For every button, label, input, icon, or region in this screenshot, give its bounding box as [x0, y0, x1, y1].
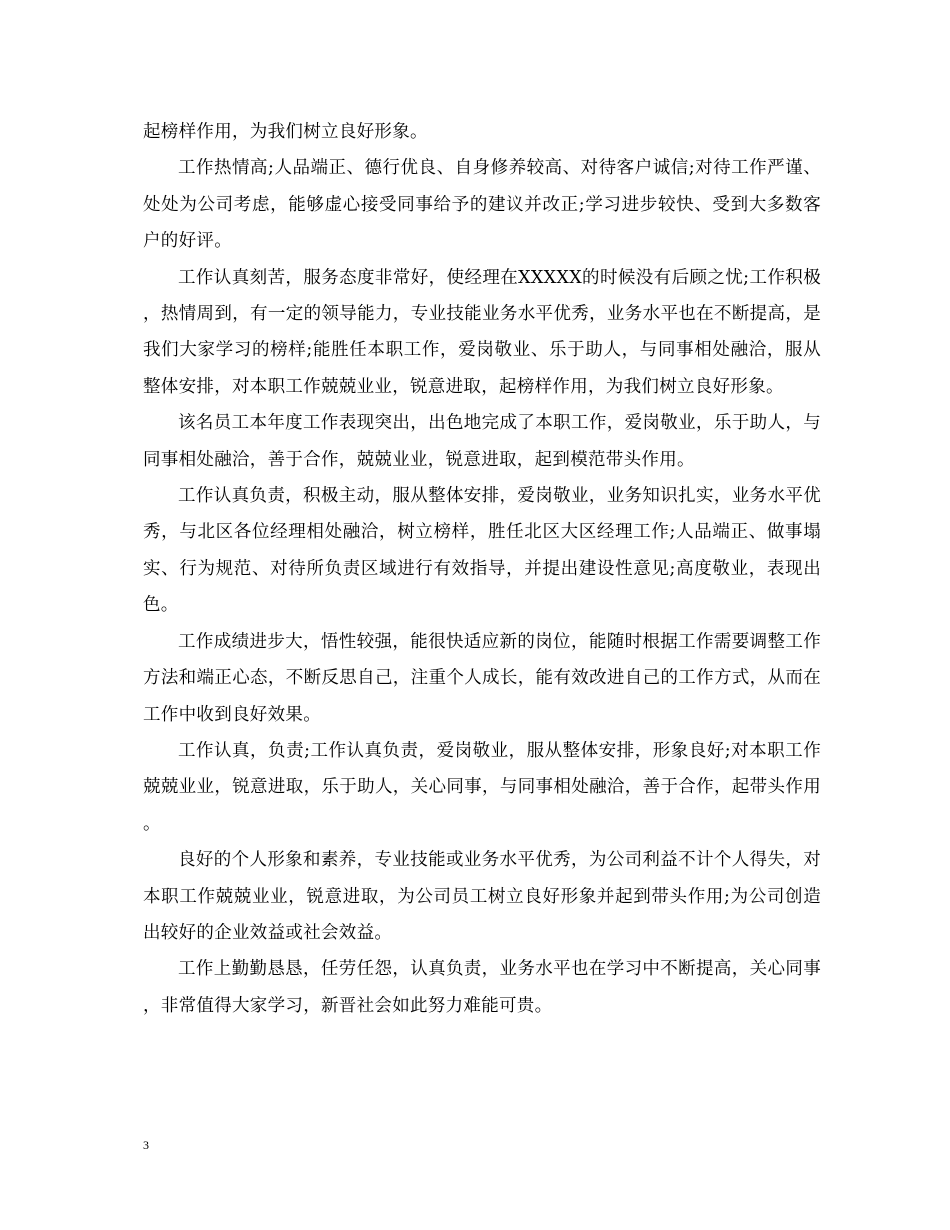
paragraph-continuation: 起榜样作用，为我们树立良好形象。	[143, 122, 428, 142]
paragraph: 良好的个人形象和素养，专业技能或业务水平优秀，为公司利益不计个人得失，对本职工作兢兢业业，锐意进取，为公司员工树立良好形象并起到带头作用;为公司创造出较好的企业效益或社会效益。	[143, 850, 821, 943]
paragraph: 工作认真，负责;工作认真负责，爱岗敬业，服从整体安排，形象良好;对本职工作兢兢业业，锐意进取，乐于助人，关心同事，与同事相处融洽，善于合作，起带头作用。	[143, 740, 821, 834]
paragraph: 工作上勤勤恳恳，任劳任怨，认真负责，业务水平也在学习中不断提高，关心同事，非常值得大家学习，新晋社会如此努力难能可贵。	[143, 959, 821, 1016]
paragraph: 工作认真负责，积极主动，服从整体安排，爱岗敬业，业务知识扎实，业务水平优秀，与北区各位经理相处融洽，树立榜样，胜任北区大区经理工作;人品端正、做事塌实、行为规范、对待所负责区域进行有效指导，并提出建设性意见;高度敬业，表现出色。	[143, 486, 821, 616]
paragraph: 工作成绩进步大，悟性较强，能很快适应新的岗位，能随时根据工作需要调整工作方法和端正心态，不断反思自己，注重个人成长，能有效改进自己的工作方式，从而在工作中收到良好效果。	[143, 631, 821, 725]
document-body	[143, 114, 821, 1024]
page-number: 3	[143, 1138, 149, 1152]
paragraph: 该名员工本年度工作表现突出，出色地完成了本职工作，爱岗敬业，乐于助人，与同事相处融洽，善于合作，兢兢业业，锐意进取，起到模范带头作用。	[143, 413, 821, 470]
paragraph: 工作认真刻苦，服务态度非常好，使经理在XXXXX的时候没有后顾之忧;工作积极，热情周到，有一定的领导能力，专业技能业务水平优秀，业务水平也在不断提高，是我们大家学习的榜样;能胜任本职工作，爱岗敬业、乐于助人，与同事相处融洽，服从整体安排，对本职工作兢兢业业，锐意进取，起榜样作用，为我们树立良好形象。	[143, 267, 821, 397]
paragraph: 工作热情高;人品端正、德行优良、自身修养较高、对待客户诚信;对待工作严谨、处处为公司考虑，能够虚心接受同事给予的建议并改正;学习进步较快、受到大多数客户的好评。	[143, 158, 821, 252]
